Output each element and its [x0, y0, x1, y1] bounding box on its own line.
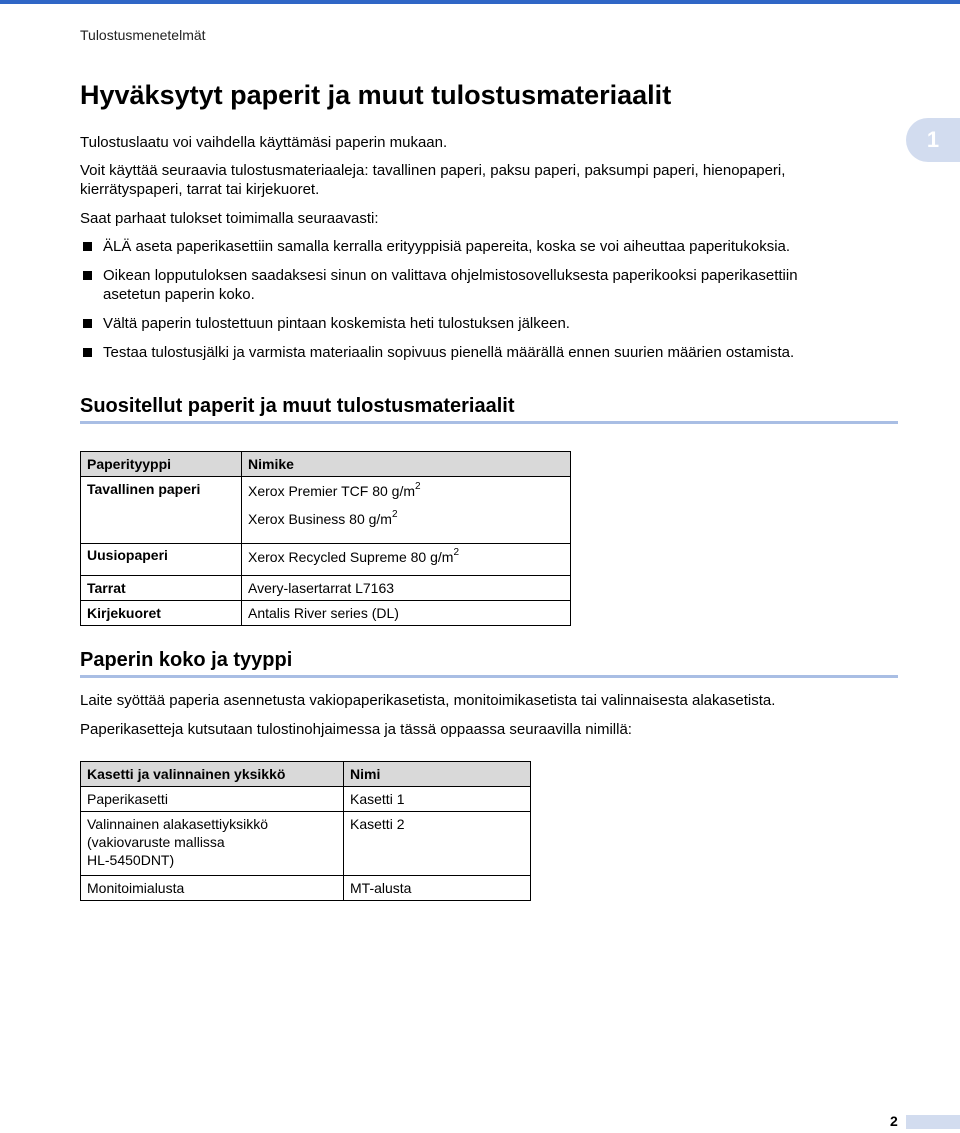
- table-row: [81, 477, 571, 544]
- page-number: 2: [890, 1113, 898, 1129]
- column-header: Nimi: [344, 762, 531, 787]
- running-header: Tulostusmenetelmät: [80, 27, 206, 43]
- list-item: [80, 237, 910, 256]
- paper-type-cell: Tavallinen paperi: [81, 477, 242, 544]
- page-title: Hyväksytyt paperit ja muut tulostusmateriaalit: [80, 80, 672, 110]
- recommended-heading: Suositellut paperit ja muut tulostusmateriaalit: [80, 395, 515, 417]
- list-item: [80, 266, 910, 304]
- column-header: Paperityyppi: [81, 452, 242, 477]
- table-header-row: [81, 452, 571, 477]
- heading-rule: [80, 675, 898, 678]
- square-bullet-icon: [83, 348, 92, 357]
- intro-paragraph: Tulostuslaatu voi vaihdella käyttämäsi paperin mukaan.: [80, 134, 448, 151]
- tray-unit-line: (vakiovaruste mallissa: [87, 834, 225, 850]
- square-bullet-icon: [83, 319, 92, 328]
- page-number-bar: [906, 1115, 960, 1129]
- column-header: Nimike: [242, 452, 571, 477]
- tips-list: [80, 237, 910, 372]
- table-row: [81, 812, 531, 876]
- table-row: [81, 876, 531, 901]
- tray-unit-cell: Monitoimialusta: [81, 876, 344, 901]
- paper-item-cell: Xerox Recycled Supreme 80 $g/m^2$: [242, 544, 571, 576]
- tray-unit-line: HL-5450DNT): [87, 852, 175, 868]
- tray-name-cell: MT-alusta: [344, 876, 531, 901]
- table-row: [81, 787, 531, 812]
- tray-unit-line: Valinnainen alakasettiyksikkö: [87, 816, 269, 832]
- paper-type-cell: Tarrat: [81, 576, 242, 601]
- paper-item: Xerox Premier TCF 80 $g/m^2$: [248, 481, 421, 499]
- paper-type-cell: Uusiopaperi: [81, 544, 242, 576]
- table-row: [81, 601, 571, 626]
- table-row: [81, 576, 571, 601]
- size-type-heading: Paperin koko ja tyyppi: [80, 649, 293, 671]
- list-item-text: ÄLÄ aseta paperikasettiin samalla kerralla erityyppisiä papereita, koska se voi aiheuttaa paperitukoksia.: [103, 238, 791, 255]
- square-bullet-icon: [83, 271, 92, 280]
- table-row: [81, 544, 571, 576]
- materials-line-1: Voit käyttää seuraavia tulostusmateriaaleja: tavallinen paperi, paksu paperi, paksumpi paperi, hienopaperi,: [80, 162, 786, 179]
- chapter-tab: [906, 118, 960, 162]
- trays-table: [80, 761, 531, 901]
- materials-line-2: kierrätyspaperi, tarrat tai kirjekuoret.: [80, 181, 320, 198]
- list-item: [80, 343, 910, 362]
- list-item-text: Vältä paperin tulostettuun pintaan koskemista heti tulostuksen jälkeen.: [103, 315, 570, 332]
- best-results-paragraph: Saat parhaat tulokset toimimalla seuraavasti:: [80, 210, 379, 227]
- list-item: [80, 314, 910, 333]
- list-item-text-cont: asetetun paperin koko.: [103, 286, 255, 303]
- tray-name-cell: Kasetti 2: [344, 812, 531, 876]
- heading-rule: [80, 421, 898, 424]
- tray-name-cell: Kasetti 1: [344, 787, 531, 812]
- column-header: Kasetti ja valinnainen yksikkö: [81, 762, 344, 787]
- feed-paragraph: Laite syöttää paperia asennetusta vakiopaperikasetista, monitoimikasetista tai valinnaisesta alakasetista.: [80, 692, 776, 709]
- table-header-row: [81, 762, 531, 787]
- chapter-number: 1: [926, 127, 940, 152]
- top-rule: [0, 0, 960, 4]
- paper-type-cell: Kirjekuoret: [81, 601, 242, 626]
- list-item-text: Testaa tulostusjälki ja varmista materiaalin sopivuus pienellä määrällä ennen suurien määrien ostamista.: [103, 344, 795, 361]
- paper-item: Xerox Business 80 $g/m^2$: [248, 509, 398, 527]
- paper-item-cell: Avery-lasertarrat L7163: [242, 576, 571, 601]
- paper-item-cell: Antalis River series (DL): [242, 601, 571, 626]
- square-bullet-icon: [83, 242, 92, 251]
- trays-paragraph: Paperikasetteja kutsutaan tulostinohjaimessa ja tässä oppaassa seuraavilla nimillä:: [80, 721, 632, 738]
- tray-unit-cell: [81, 812, 344, 876]
- materials-paragraph: [80, 161, 900, 199]
- paper-item-cell: [242, 477, 571, 544]
- recommended-table: [80, 451, 571, 626]
- tray-unit-cell: Paperikasetti: [81, 787, 344, 812]
- list-item-text: Oikean lopputuloksen saadaksesi sinun on valittava ohjelmistosovelluksesta paperikooksi paperikasettiin: [103, 267, 798, 284]
